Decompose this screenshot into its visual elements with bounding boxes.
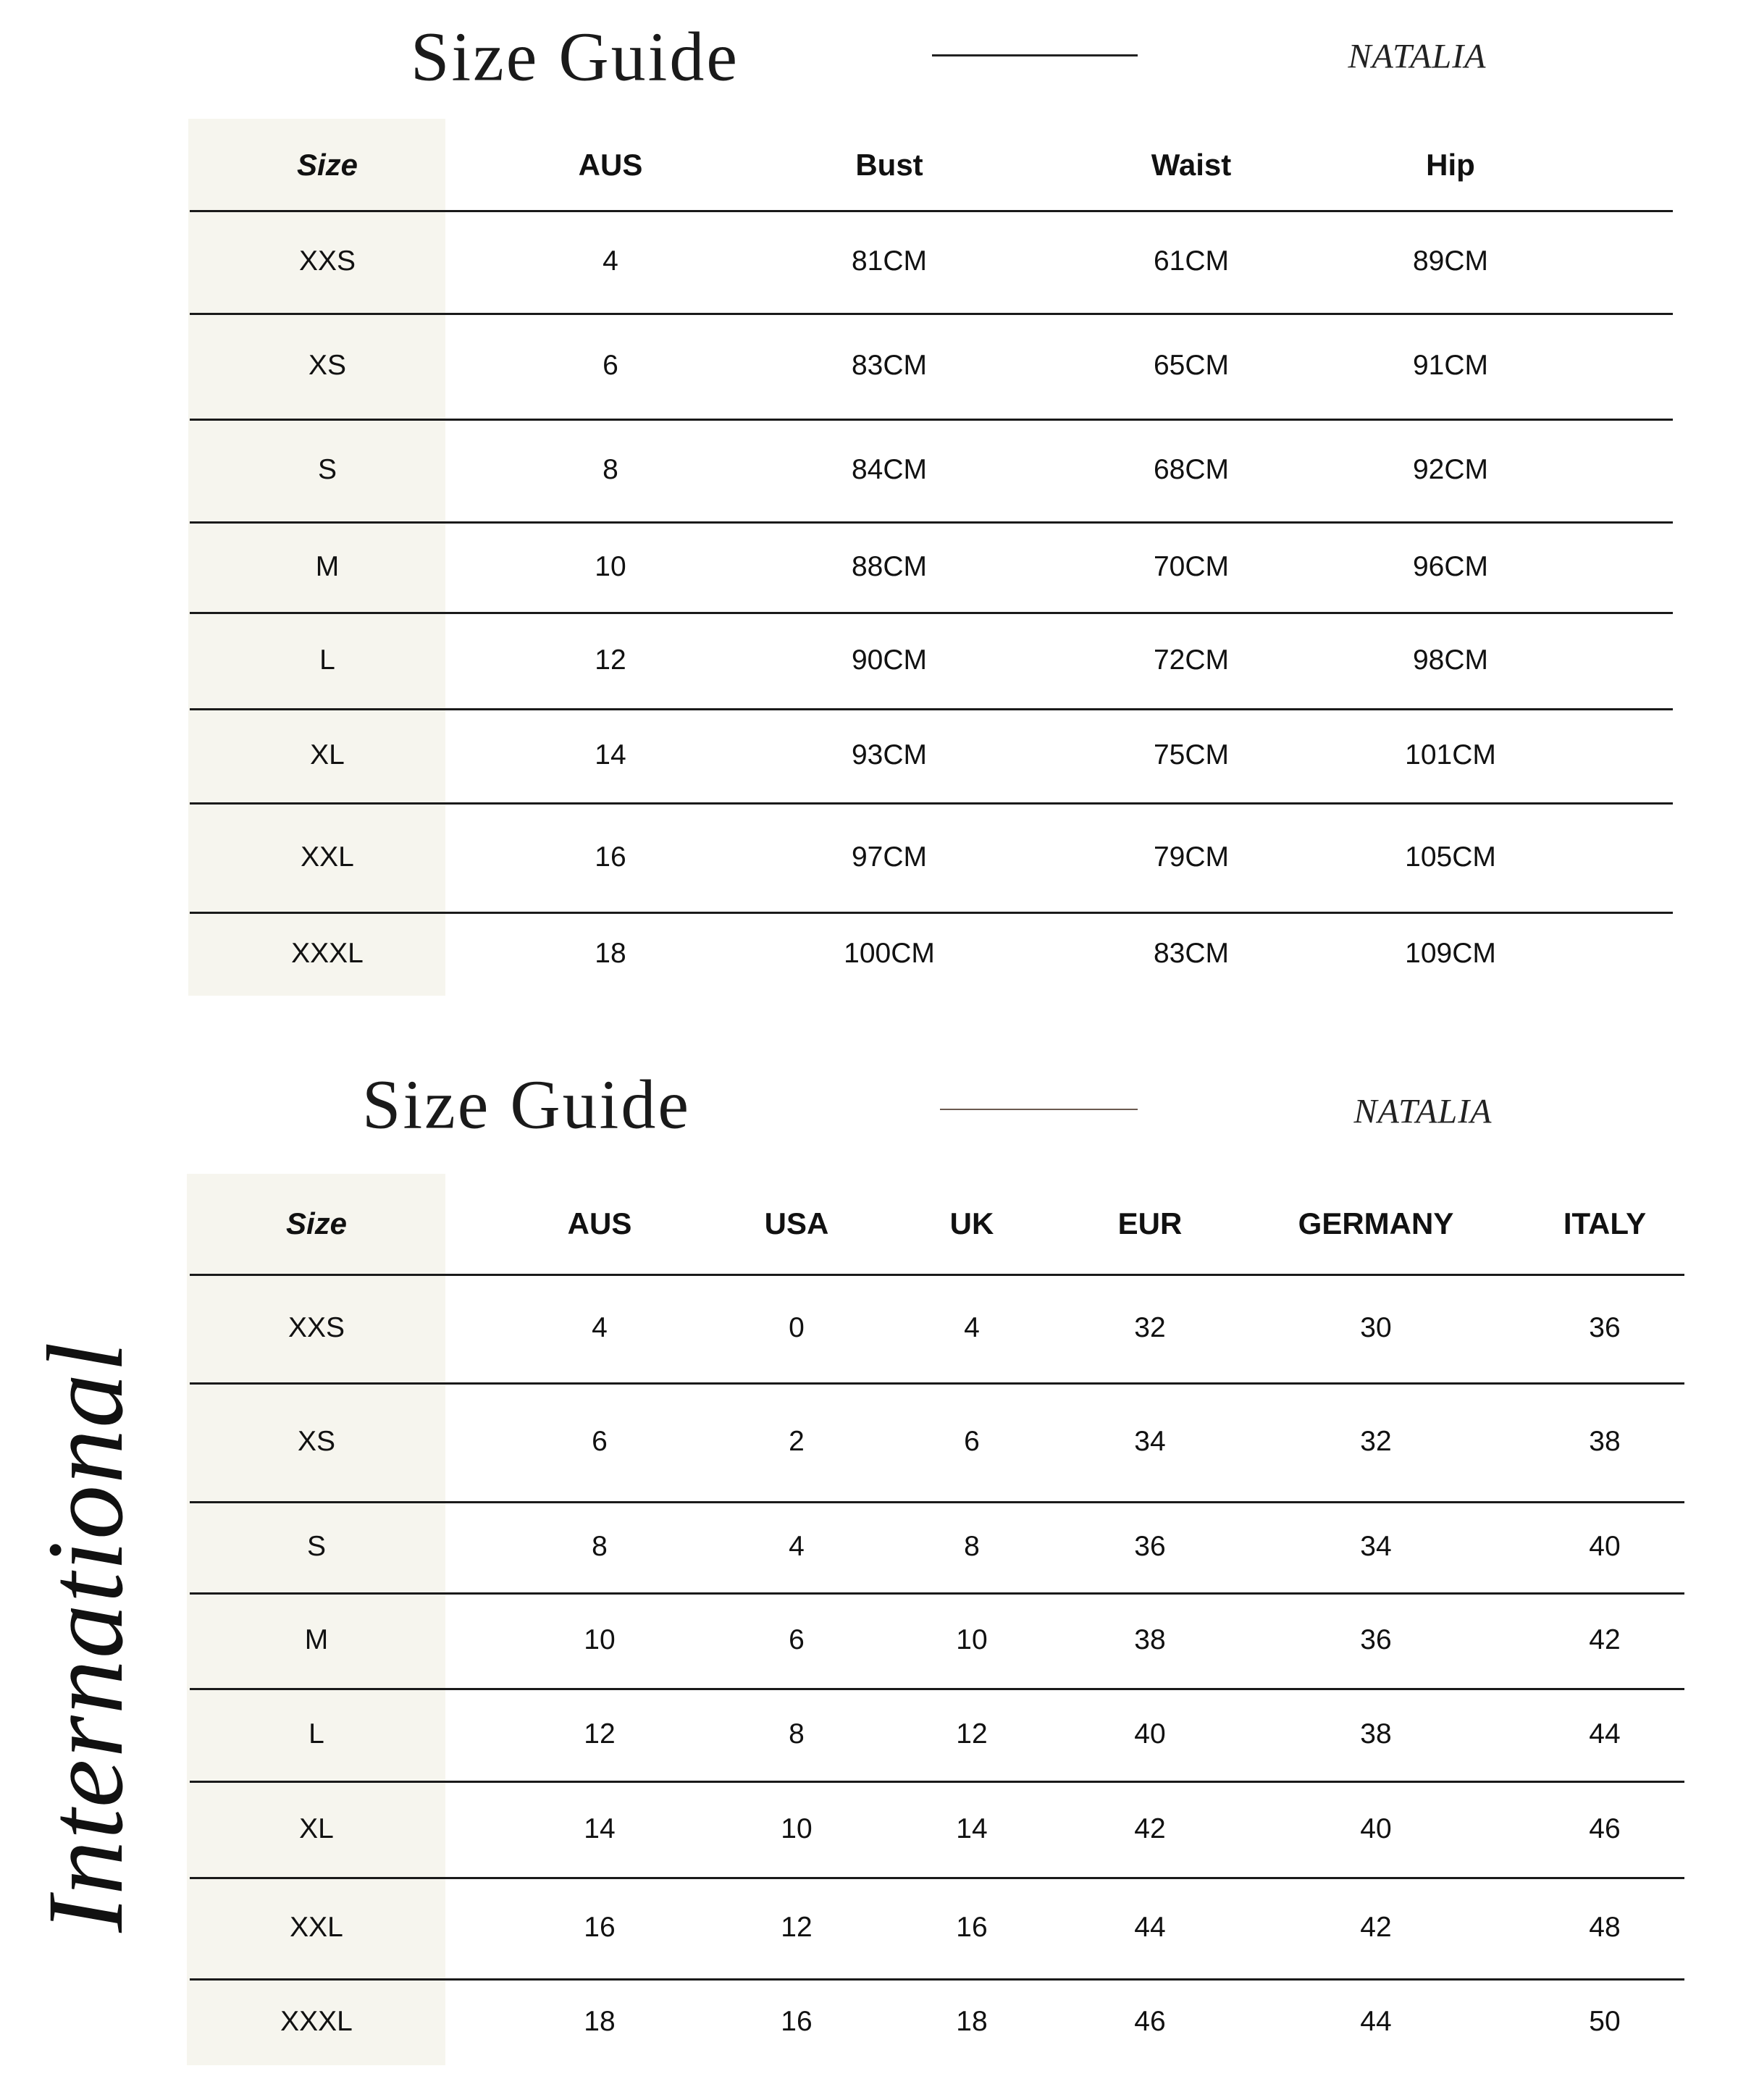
cell-aus: 10 <box>584 1624 616 1655</box>
cell-aus: 6 <box>603 350 618 381</box>
cell-usa: 2 <box>789 1426 805 1457</box>
cell-italy: 44 <box>1589 1718 1621 1750</box>
cell-bust: 93CM <box>851 739 928 770</box>
cell-italy: 46 <box>1589 1813 1621 1844</box>
cell-aus: 18 <box>595 938 626 969</box>
row-divider <box>190 210 1673 212</box>
cell-bust: 81CM <box>851 245 928 277</box>
column-header-size: Size <box>296 148 358 182</box>
size-label: S <box>317 454 337 485</box>
cell-bust: 84CM <box>851 454 928 485</box>
cell-usa: 16 <box>781 2006 813 2037</box>
cell-hip: 109CM <box>1405 938 1496 969</box>
cell-hip: 96CM <box>1412 550 1489 582</box>
cell-uk: 6 <box>964 1426 980 1457</box>
cell-waist: 72CM <box>1153 644 1230 676</box>
cell-usa: 10 <box>781 1813 813 1844</box>
cell-bust: 100CM <box>844 938 935 969</box>
column-header-germany: GERMANY <box>1298 1206 1454 1240</box>
cell-aus: 6 <box>592 1426 608 1457</box>
size-label: M <box>304 1624 329 1655</box>
cell-italy: 38 <box>1589 1426 1621 1457</box>
cell-usa: 0 <box>789 1312 805 1343</box>
cell-aus: 12 <box>584 1718 616 1750</box>
cell-italy: 42 <box>1589 1624 1621 1655</box>
cell-waist: 83CM <box>1153 938 1230 969</box>
cell-germany: 38 <box>1360 1718 1392 1750</box>
cell-germany: 42 <box>1360 1912 1392 1943</box>
cell-eur: 34 <box>1134 1426 1166 1457</box>
cell-waist: 65CM <box>1153 350 1230 381</box>
size-label: XXL <box>290 1912 343 1943</box>
cell-bust: 90CM <box>851 644 928 676</box>
cell-eur: 42 <box>1134 1813 1166 1844</box>
row-divider <box>190 1501 1684 1503</box>
row-divider <box>190 521 1673 524</box>
cell-aus: 14 <box>584 1813 616 1844</box>
divider <box>932 54 1138 56</box>
cell-uk: 4 <box>964 1312 980 1343</box>
cell-italy: 40 <box>1589 1531 1621 1562</box>
cell-usa: 8 <box>789 1718 805 1750</box>
divider <box>940 1109 1138 1110</box>
cell-italy: 50 <box>1589 2006 1621 2037</box>
cell-uk: 18 <box>956 2006 988 2037</box>
cell-italy: 36 <box>1589 1312 1621 1343</box>
cell-hip: 89CM <box>1412 245 1489 277</box>
row-divider <box>190 1688 1684 1690</box>
size-label: L <box>308 1718 324 1750</box>
size-label: XL <box>310 739 345 770</box>
size-label: XL <box>299 1813 334 1844</box>
row-divider <box>190 419 1673 421</box>
cell-eur: 38 <box>1134 1624 1166 1655</box>
column-header-uk: UK <box>949 1206 994 1240</box>
size-label: S <box>306 1531 327 1562</box>
cell-eur: 44 <box>1134 1912 1166 1943</box>
cell-eur: 40 <box>1134 1718 1166 1750</box>
cell-germany: 36 <box>1360 1624 1392 1655</box>
brand-name: NATALIA <box>1353 1092 1493 1131</box>
cell-uk: 12 <box>956 1718 988 1750</box>
size-label: XS <box>297 1426 336 1457</box>
cell-germany: 44 <box>1360 2006 1392 2037</box>
column-header-aus: AUS <box>578 148 643 182</box>
size-label: XXS <box>298 245 356 277</box>
cell-waist: 75CM <box>1153 739 1230 770</box>
size-label: XS <box>308 350 347 381</box>
cell-usa: 6 <box>789 1624 805 1655</box>
cell-uk: 14 <box>956 1813 988 1844</box>
international-side-label: International <box>25 1340 146 1933</box>
row-divider <box>190 1274 1684 1276</box>
cell-uk: 16 <box>956 1912 988 1943</box>
cell-hip: 91CM <box>1412 350 1489 381</box>
cell-aus: 16 <box>584 1912 616 1943</box>
cell-uk: 8 <box>964 1531 980 1562</box>
cell-waist: 79CM <box>1153 841 1230 873</box>
cell-aus: 4 <box>603 245 618 277</box>
section-title: Size Guide <box>362 1065 691 1143</box>
cell-germany: 40 <box>1360 1813 1392 1844</box>
column-header-size: Size <box>285 1206 348 1240</box>
size-label: M <box>315 550 340 582</box>
row-divider <box>190 313 1673 315</box>
cell-bust: 88CM <box>851 550 928 582</box>
cell-hip: 105CM <box>1405 841 1496 873</box>
size-label: L <box>319 644 335 676</box>
cell-aus: 12 <box>595 644 626 676</box>
row-divider <box>190 1781 1684 1783</box>
cell-germany: 34 <box>1360 1531 1392 1562</box>
size-label: XXXL <box>291 938 364 969</box>
cell-eur: 36 <box>1134 1531 1166 1562</box>
cell-eur: 32 <box>1134 1312 1166 1343</box>
cell-bust: 83CM <box>851 350 928 381</box>
cell-waist: 70CM <box>1153 550 1230 582</box>
row-divider <box>190 1877 1684 1879</box>
column-header-bust: Bust <box>855 148 923 182</box>
cell-hip: 98CM <box>1412 644 1489 676</box>
column-header-eur: EUR <box>1117 1206 1183 1240</box>
row-divider <box>190 1382 1684 1385</box>
size-label: XXL <box>301 841 354 873</box>
cell-usa: 4 <box>789 1531 805 1562</box>
column-header-aus: AUS <box>567 1206 632 1240</box>
cell-aus: 10 <box>595 550 626 582</box>
brand-name: NATALIA <box>1348 37 1487 76</box>
row-divider <box>190 1978 1684 1981</box>
page-title: Size Guide <box>411 17 739 96</box>
size-label: XXS <box>287 1312 345 1343</box>
column-header-hip: Hip <box>1426 148 1475 182</box>
cell-aus: 14 <box>595 739 626 770</box>
cell-bust: 97CM <box>851 841 928 873</box>
cell-aus: 16 <box>595 841 626 873</box>
cell-aus: 8 <box>603 454 618 485</box>
column-header-usa: USA <box>764 1206 829 1240</box>
size-label: XXXL <box>280 2006 353 2037</box>
cell-aus: 4 <box>592 1312 608 1343</box>
cell-hip: 101CM <box>1405 739 1496 770</box>
row-divider <box>190 708 1673 710</box>
column-header-waist: Waist <box>1151 148 1232 182</box>
row-divider <box>190 1592 1684 1595</box>
cell-germany: 32 <box>1360 1426 1392 1457</box>
row-divider <box>190 612 1673 614</box>
cell-germany: 30 <box>1360 1312 1392 1343</box>
cell-aus: 8 <box>592 1531 608 1562</box>
cell-italy: 48 <box>1589 1912 1621 1943</box>
cell-eur: 46 <box>1134 2006 1166 2037</box>
cell-waist: 68CM <box>1153 454 1230 485</box>
row-divider <box>190 912 1673 914</box>
row-divider <box>190 802 1673 805</box>
cell-waist: 61CM <box>1153 245 1230 277</box>
cell-aus: 18 <box>584 2006 616 2037</box>
cell-usa: 12 <box>781 1912 813 1943</box>
cell-hip: 92CM <box>1412 454 1489 485</box>
column-header-italy: ITALY <box>1563 1206 1647 1240</box>
cell-uk: 10 <box>956 1624 988 1655</box>
